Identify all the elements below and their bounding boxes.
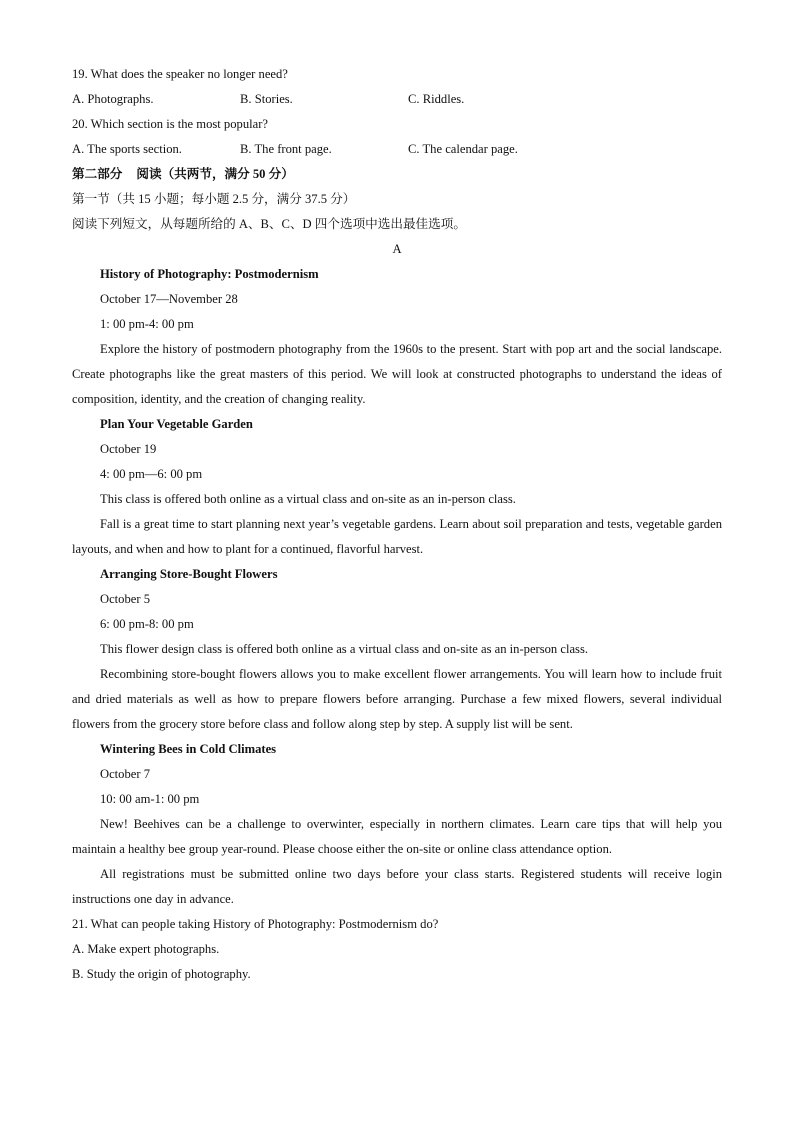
course-2-date: October 19 xyxy=(100,442,157,456)
question-21-stem: 21. What can people taking History of Photography: Postmodernism do? xyxy=(72,917,439,931)
section-1-heading: 第一节（共 15 小题；每小题 2.5 分，满分 37.5 分） xyxy=(72,192,356,206)
course-3-title: Arranging Store-Bought Flowers xyxy=(100,567,278,581)
course-3-paragraph-2: Recombining store-bought flowers allows you to make excellent flower arrangements. You will learn how to include fruit and dried materials as well as how to prepare flowers before arranging. Purchase a few mixed flowers, several individual flowers from the grocery store before class and follow along step by step. A supply list will be sent. xyxy=(72,667,722,731)
course-4-time: 10: 00 am-1: 00 pm xyxy=(100,792,200,806)
question-20-option-a: A. The sports section. xyxy=(72,142,182,156)
course-2-title: Plan Your Vegetable Garden xyxy=(100,417,253,431)
course-2-paragraph-2: Fall is a great time to start planning next year’s vegetable gardens. Learn about soil preparation and tests, vegetable garden layouts, and when and how to plant for a continued, flavorful harvest. xyxy=(72,517,722,556)
course-3-time: 6: 00 pm-8: 00 pm xyxy=(100,617,194,631)
question-19-option-a: A. Photographs. xyxy=(72,92,154,106)
course-2-paragraph-1: This class is offered both online as a virtual class and on-site as an in-person class. xyxy=(100,492,516,506)
course-4-paragraph-2: All registrations must be submitted online two days before your class starts. Registered students will receive login instructions one day in advance. xyxy=(72,867,722,906)
course-1-date: October 17—November 28 xyxy=(100,292,238,306)
course-4-paragraph-1: New! Beehives can be a challenge to overwinter, especially in northern climates. Learn care tips that will help you maintain a healthy bee group year-round. Please choose either the on-site or online class attendance option. xyxy=(72,817,722,856)
question-20-option-c: C. The calendar page. xyxy=(408,142,518,156)
question-20-stem: 20. Which section is the most popular? xyxy=(72,117,268,131)
course-1-title: History of Photography: Postmodernism xyxy=(100,267,319,281)
passage-letter: A xyxy=(392,242,402,256)
question-19-stem: 19. What does the speaker no longer need? xyxy=(72,67,288,81)
question-19-option-c: C. Riddles. xyxy=(408,92,465,106)
exam-page xyxy=(72,62,722,987)
course-3-date: October 5 xyxy=(100,592,151,606)
course-4-date: October 7 xyxy=(100,767,151,781)
question-21-option-b: B. Study the origin of photography. xyxy=(72,967,251,981)
part-2-heading xyxy=(72,162,722,187)
course-2-time: 4: 00 pm—6: 00 pm xyxy=(100,467,203,481)
course-1-paragraph-1: Explore the history of postmodern photography from the 1960s to the present. Start with pop art and the social landscape. Create photographs like the great masters of this period. We will look at constructed photographs to understand the ideas of composition, identity, and the creation of changing reality. xyxy=(72,342,722,406)
question-20-option-b: B. The front page. xyxy=(240,142,332,156)
question-20-options xyxy=(72,137,722,162)
part-2-title: 阅读（共两节，满分 50 分） xyxy=(136,167,294,181)
course-1-time: 1: 00 pm-4: 00 pm xyxy=(100,317,194,331)
question-19-options xyxy=(72,87,722,112)
question-19-option-b: B. Stories. xyxy=(240,92,293,106)
part-2-label: 第二部分 xyxy=(72,167,123,181)
course-4-title: Wintering Bees in Cold Climates xyxy=(100,742,277,756)
course-3-paragraph-1: This flower design class is offered both online as a virtual class and on-site as an in-person class. xyxy=(100,642,589,656)
question-21-option-a: A. Make expert photographs. xyxy=(72,942,220,956)
reading-instruction: 阅读下列短文，从每题所给的 A、B、C、D 四个选项中选出最佳选项。 xyxy=(72,217,466,231)
